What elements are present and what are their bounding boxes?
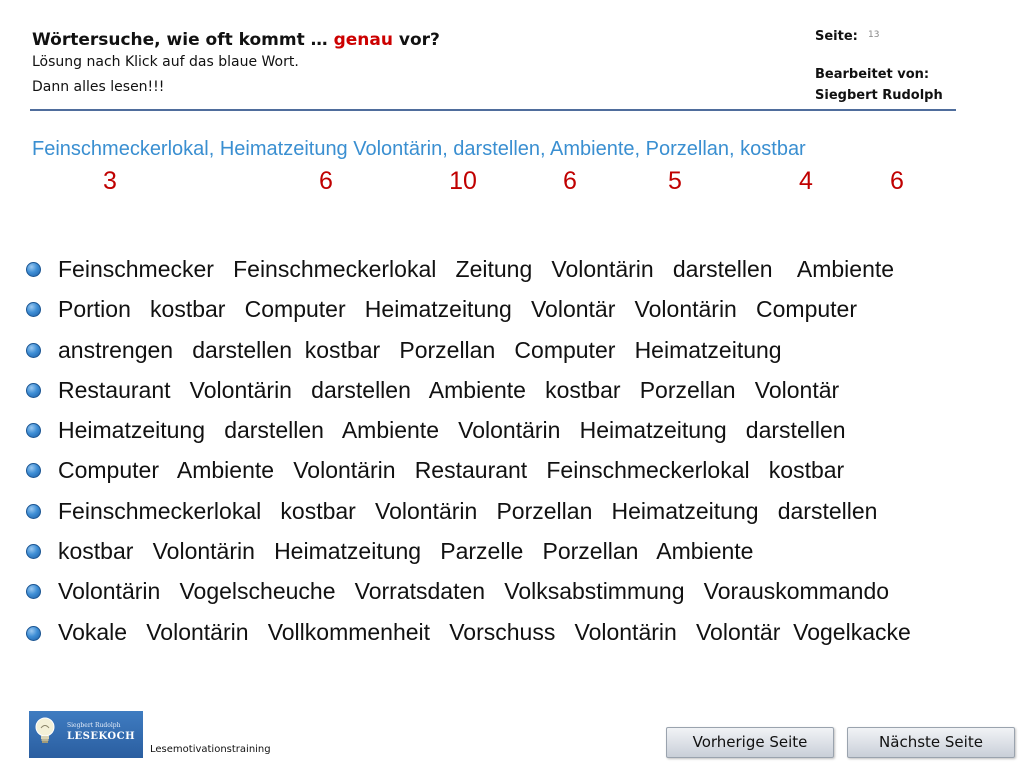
target-words[interactable]: Feinschmeckerlokal, Heimatzeitung Volontärin, darstellen, Ambiente, Porzellan, kostbar xyxy=(32,138,806,160)
logo-author-text: Siegbert Rudolph xyxy=(67,722,121,729)
page-title xyxy=(32,30,532,50)
word-row-text: Heimatzeitung darstellen Ambiente Volontärin Heimatzeitung darstellen xyxy=(58,417,846,443)
word-row-text: Volontärin Vogelscheuche Vorratsdaten Volksabstimmung Vorauskommando xyxy=(58,578,890,604)
title-prefix: Wörtersuche, wie oft kommt … xyxy=(32,30,334,50)
word-row-text: Feinschmecker Feinschmeckerlokal Zeitung Volontärin darstellen Ambiente xyxy=(58,256,895,282)
word-row-4 xyxy=(0,375,1024,415)
title-highlight: genau xyxy=(333,30,393,50)
count-volontaerin: 10 xyxy=(449,167,477,195)
header-divider xyxy=(30,109,956,111)
count-heimatzeitung: 6 xyxy=(319,167,333,195)
blue-dot-icon[interactable] xyxy=(26,383,41,398)
logo-brand-text: LESEKOCH xyxy=(67,731,136,742)
word-row-6 xyxy=(0,455,1024,495)
blue-dot-icon[interactable] xyxy=(26,302,41,317)
blue-dot-icon[interactable] xyxy=(26,584,41,599)
count-feinschmeckerlokal: 3 xyxy=(103,167,117,195)
next-page-button[interactable]: Nächste Seite xyxy=(847,727,1015,758)
word-row-text: kostbar Volontärin Heimatzeitung Parzelle Porzellan Ambiente xyxy=(58,538,754,564)
edited-by-label: Bearbeitet von: xyxy=(815,67,930,82)
count-ambiente: 5 xyxy=(668,167,682,195)
blue-dot-icon[interactable] xyxy=(26,343,41,358)
word-row-text: Portion kostbar Computer Heimatzeitung Volontär Volontärin Computer xyxy=(58,296,858,322)
word-row-9 xyxy=(0,576,1024,616)
word-row-8 xyxy=(0,536,1024,576)
author-name: Siegbert Rudolph xyxy=(815,88,943,103)
footer-label: Lesemotivationstraining xyxy=(150,744,271,755)
word-row-7 xyxy=(0,496,1024,536)
blue-dot-icon[interactable] xyxy=(26,262,41,277)
count-darstellen: 6 xyxy=(563,167,577,195)
word-row-10 xyxy=(0,617,1024,657)
word-row-1 xyxy=(0,254,1024,294)
word-row-text: anstrengen darstellen kostbar Porzellan Computer Heimatzeitung xyxy=(58,337,782,363)
page-number: 13 xyxy=(868,30,880,40)
count-kostbar: 6 xyxy=(890,167,904,195)
blue-dot-icon[interactable] xyxy=(26,463,41,478)
word-row-5 xyxy=(0,415,1024,455)
blue-dot-icon[interactable] xyxy=(26,626,41,641)
instruction-line-2: Dann alles lesen!!! xyxy=(32,79,165,95)
word-row-2 xyxy=(0,294,1024,334)
lesekoch-logo xyxy=(29,711,143,758)
title-suffix: vor? xyxy=(392,30,440,50)
blue-dot-icon[interactable] xyxy=(26,423,41,438)
page-label: Seite: xyxy=(815,29,858,44)
word-row-text: Vokale Volontärin Vollkommenheit Vorschuss Volontärin Volontär Vogelkacke xyxy=(58,619,911,645)
word-row-text: Computer Ambiente Volontärin Restaurant Feinschmeckerlokal kostbar xyxy=(58,457,845,483)
blue-dot-icon[interactable] xyxy=(26,504,41,519)
word-row-text: Feinschmeckerlokal kostbar Volontärin Porzellan Heimatzeitung darstellen xyxy=(58,498,878,524)
previous-page-button[interactable]: Vorherige Seite xyxy=(666,727,834,758)
instruction-line-1: Lösung nach Klick auf das blaue Wort. xyxy=(32,54,299,70)
word-row-text: Restaurant Volontärin darstellen Ambiente kostbar Porzellan Volontär xyxy=(58,377,840,403)
blue-dot-icon[interactable] xyxy=(26,544,41,559)
lightbulb-logo-icon xyxy=(34,715,56,751)
word-row-3 xyxy=(0,335,1024,375)
count-porzellan: 4 xyxy=(799,167,813,195)
